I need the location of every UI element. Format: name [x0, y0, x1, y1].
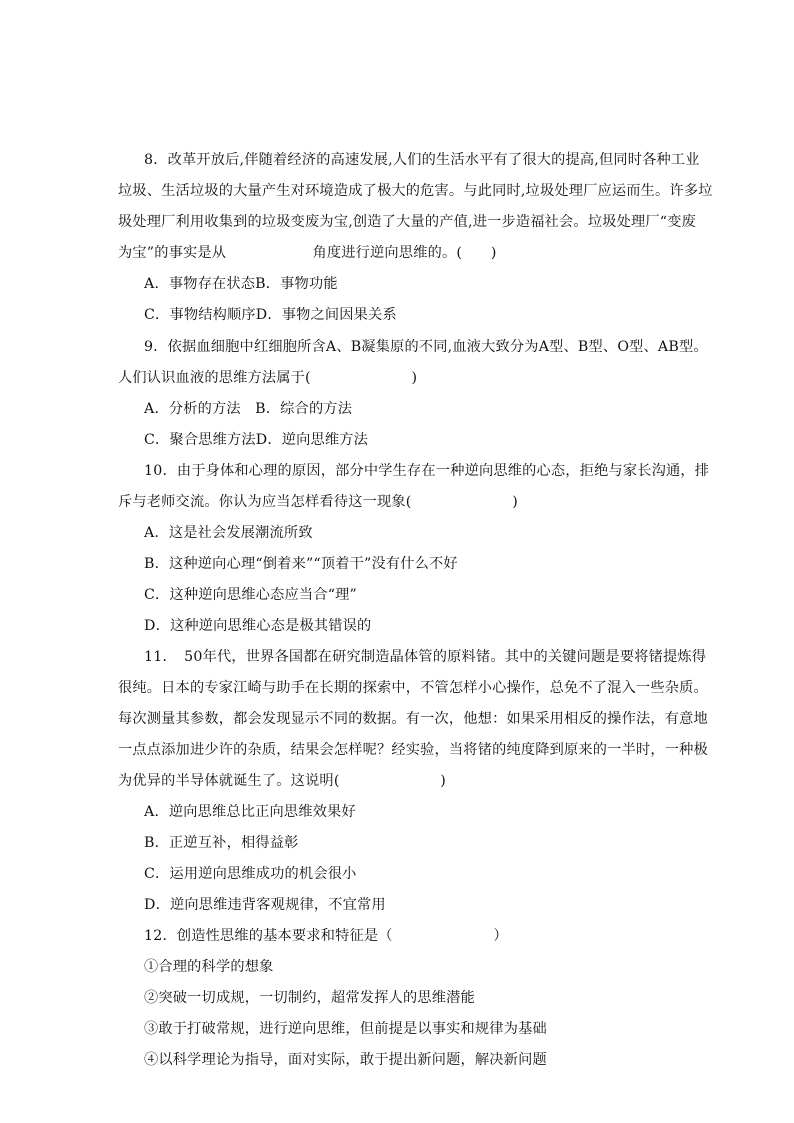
q9-option-cd: C．聚合思维方法D．逆向思维方法: [144, 432, 369, 448]
q12-item-4: ④以科学理论为指导，面对实际，敢于提出新问题，解决新问题: [144, 1052, 547, 1068]
q11-option-a: A．逆向思维总比正向思维效果好: [144, 804, 356, 820]
q11-stem-line-3: 每次测量其参数，都会发现显示不同的数据。有一次，他想：如果采用相反的操作法，有意地: [118, 711, 708, 727]
q11-stem-line-4: 一点点添加进少许的杂质，结果会怎样呢？经实验，当将锗的纯度降到原来的一半时，一种极: [118, 742, 708, 758]
q12-item-1: ①合理的科学的想象: [144, 959, 274, 975]
q9-stem-line-1: 9．依据血细胞中红细胞所含A、B凝集原的不同,血液大致分为A型、B型、O型、AB型。: [144, 339, 708, 355]
q10-option-c: C．这种逆向思维心态应当合“理”: [144, 587, 357, 603]
q10-option-d: D．这种逆向思维心态是极其错误的: [144, 618, 372, 634]
q9-option-ab: A．分析的方法 B．综合的方法: [144, 401, 353, 417]
q10-stem-line-2: 斥与老师交流。你认为应当怎样看待这一现象( ): [118, 494, 518, 510]
q12-item-3: ③敢于打破常规，进行逆向思维，但前提是以事实和规律为基础: [144, 1021, 547, 1037]
q8-stem-line-3: 圾处理厂利用收集到的垃圾变废为宝,创造了大量的产值,进一步造福社会。垃圾处理厂“变废: [118, 214, 696, 230]
q12-stem-line-1: 12．创造性思维的基本要求和特征是（ ）: [144, 928, 508, 944]
q11-stem-line-1: 11． 50年代，世界各国都在研究制造晶体管的原料锗。其中的关键问题是要将锗提炼得: [144, 649, 707, 665]
q8-option-ab: A．事物存在状态B．事物功能: [144, 276, 338, 292]
q10-option-a: A．这是社会发展潮流所致: [144, 525, 313, 541]
q8-stem-line-2: 垃圾、生活垃圾的大量产生对环境造成了极大的危害。与此同时,垃圾处理厂应运而生。许多垃: [118, 183, 713, 199]
q11-stem-line-5: 为优异的半导体就诞生了。这说明( ): [118, 773, 446, 789]
q11-option-b: B．正逆互补，相得益彰: [144, 835, 299, 851]
q11-stem-line-2: 很纯。日本的专家江崎与助手在长期的探索中，不管怎样小心操作，总免不了混入一些杂质。: [118, 680, 708, 696]
q10-stem-line-1: 10．由于身体和心理的原因，部分中学生存在一种逆向思维的心态，拒绝与家长沟通，排: [144, 463, 710, 479]
q11-option-c: C．运用逆向思维成功的机会很小: [144, 866, 357, 882]
q9-stem-line-2: 人们认识血液的思维方法属于( ): [118, 370, 418, 386]
q8-stem-line-4: 为宝”的事实是从 角度进行逆向思维的。( ): [118, 245, 497, 261]
q8-option-cd: C．事物结构顺序D．事物之间因果关系: [144, 307, 397, 323]
q8-stem-line-1: 8．改革开放后,伴随着经济的高速发展,人们的生活水平有了很大的提高,但同时各种工业: [144, 152, 700, 168]
q11-option-d: D．逆向思维违背客观规律，不宜常用: [144, 897, 386, 913]
q12-item-2: ②突破一切成规，一切制约，超常发挥人的思维潜能: [144, 990, 475, 1006]
q10-option-b: B．这种逆向心理“倒着来”“顶着干”没有什么不好: [144, 556, 458, 572]
